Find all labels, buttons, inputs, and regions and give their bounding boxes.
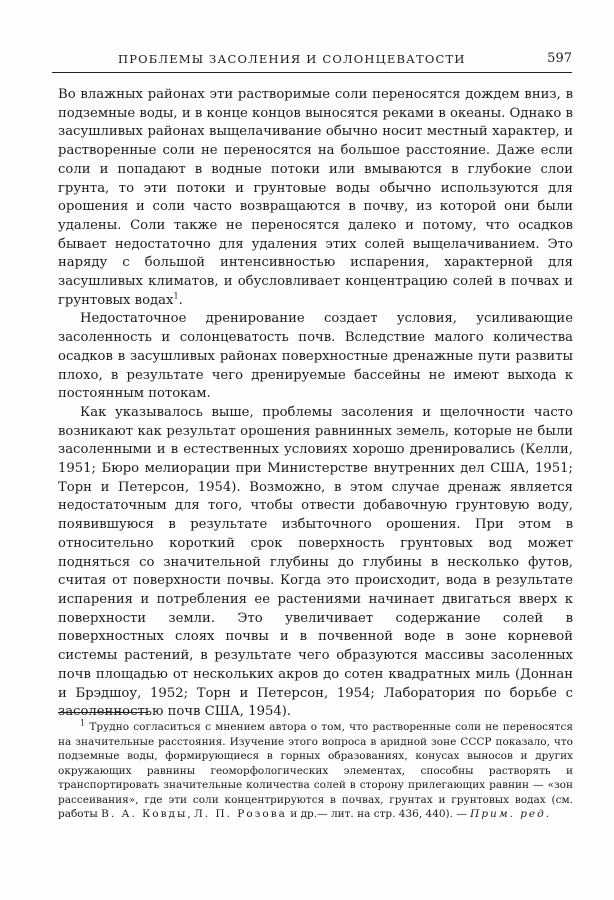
page-number: 597 xyxy=(547,51,572,66)
footnote-reference[interactable]: 1 xyxy=(173,291,179,301)
main-text xyxy=(58,86,573,722)
footnote-author-kovda: В. А. Ковды xyxy=(101,808,188,820)
paragraph-3: Как указывалось выше, проблемы засоления и щелочности часто возникают как результат орошения равнинных земель, которые не были засоленными и в естественных условиях хорошо дренировались (Келли, 1951; Бюро мелиорации при Министерстве внутренних дел США, 1951; Торн и Петерсон, 1954). Возможно, в этом случае дренаж является недостаточным для того, чтобы отвести добавочную грунтовую воду, появившуюся в результате избыточного орошения. При этом в относительно короткий срок поверхность грунтовых вод может подняться со значительной глубины до глубины в несколько футов, считая от поверхности почвы. Когда это происходит, вода в результате испарения и потребления ее растениями начинает двигаться вверх к поверхности земли. Это увеличивает содержание солей в поверхностных слоях почвы и в почвенной воде в зоне корневой системы растений, в результате чего образуются массивы засоленных почв площадью от нескольких акров до сотен квадратных миль (Доннан и Брэдшоу, 1952; Торн и Петерсон, 1954; Лаборатория по борьбе с засоленностью почв США, 1954). xyxy=(58,404,573,720)
footnote-text-a: Трудно согласиться с мнением автора о том, что растворенные соли не переносятся на значительные расстояния. Изучение этого вопроса в аридной зоне СССР показало, что подземные воды, формирующиеся в горных образованиях, конусах выносов и других окружающих равнины геоморфологических элементах, способны растворять и транспортировать значительные количества солей в сторону прилегающих равнин — «зон рассеивания», где эти соли концентрируются в почвах, грунтах и грунтовых водах (см. работы xyxy=(58,721,573,820)
footnote-text-b: и др.— лит. на стр. 436, 440). — xyxy=(286,808,467,820)
footnote-mark: 1 xyxy=(80,718,86,728)
header-rule xyxy=(52,72,572,73)
footnote-author-rozov: Л. П. Розова xyxy=(194,808,287,820)
paragraph-2: Недостаточное дренирование создает условия, усиливающие засоленность и солонцеватость почв. Вследствие малого количества осадков в засушливых районах поверхностные дренажные пути развиты плохо, в результате чего дренируемые бассейны не имеют выхода к постоянным потокам. xyxy=(58,311,573,402)
footnote xyxy=(58,720,573,822)
footnote-separator: , xyxy=(187,808,195,820)
running-header xyxy=(52,50,572,68)
paragraph-1-end: . xyxy=(178,292,183,308)
footnote-rule xyxy=(58,712,148,713)
footnote-text xyxy=(58,720,573,822)
paragraph-1-text: Во влажных районах эти растворимые соли переносятся дождем вниз, в подземные воды, и в конце концов выносятся реками в океаны. Однако в засушливых районах выщелачивание обычно носит местный характер, и растворенные соли не переносятся на большое расстояние. Даже если соли и попадают в водные потоки или вмываются в глубокие слои грунта, то эти потоки и грунтовые воды обычно используются для орошения и соли часто возвращаются в почву, из которой они были удалены. Соли также не переносятся далеко и потому, что осадков бывает недостаточно для удаления этих солей выщелачиванием. Это наряду с большой интенсивностью испарения, характерной для засушливых климатов, и обусловливает концентрацию солей в почвах и грунтовых водах xyxy=(58,87,573,308)
editor-note: Прим. ред. xyxy=(470,808,552,820)
paragraph-1 xyxy=(58,86,573,310)
header-title: ПРОБЛЕМЫ ЗАСОЛЕНИЯ И СОЛОНЦЕВАТОСТИ xyxy=(118,52,466,66)
